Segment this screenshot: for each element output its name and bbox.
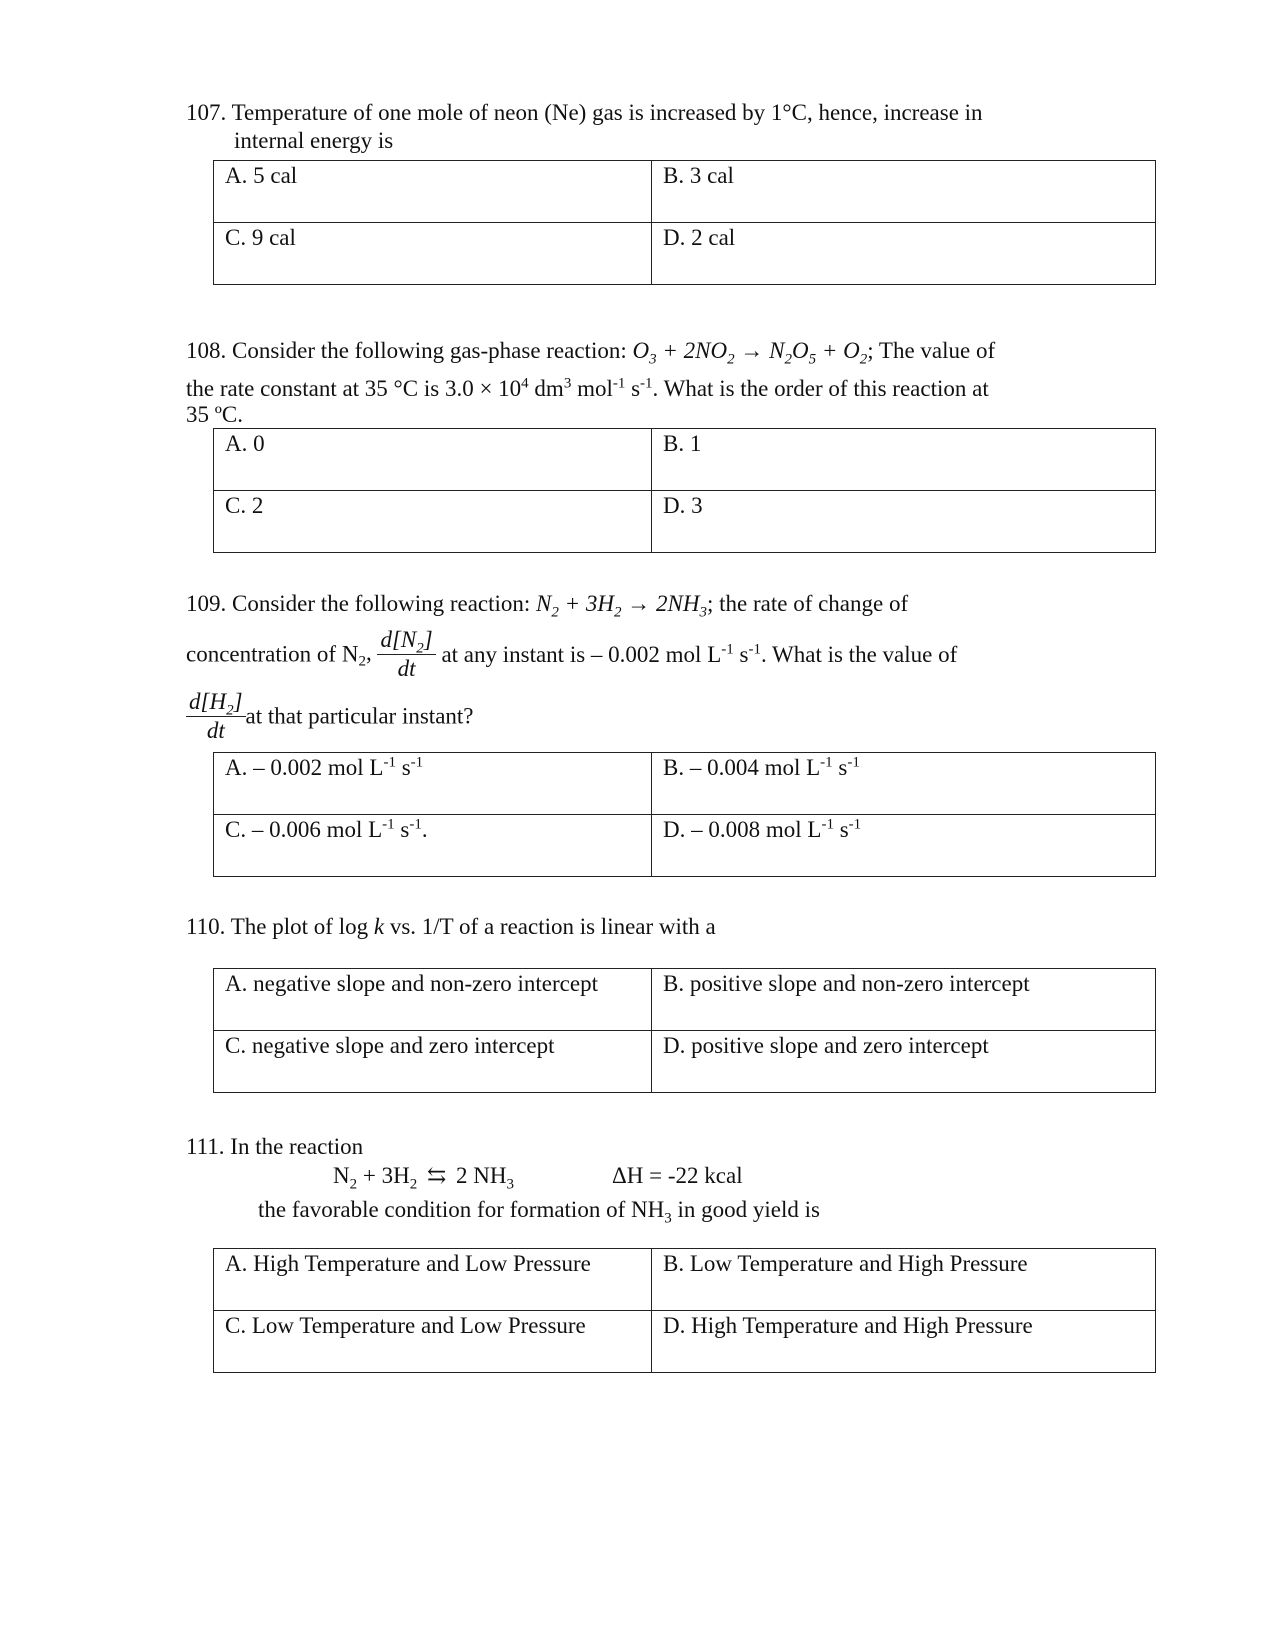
option-a[interactable]: A. High Temperature and Low Pressure xyxy=(214,1249,652,1311)
question-111-line1: 111. In the reaction xyxy=(186,1134,364,1159)
fraction-dh2-dt: $\frac{d[H_2]}{dt}$ xyxy=(186,688,246,745)
option-a[interactable]: A. 0 xyxy=(214,429,652,491)
option-b[interactable]: B. Low Temperature and High Pressure xyxy=(652,1249,1156,1311)
question-109-line1: 109. Consider the following reaction: $N_2 + 3H_2 \to 2NH_3$; the rate of change of xyxy=(186,591,909,621)
option-b[interactable]: B. positive slope and non-zero intercept xyxy=(652,969,1156,1031)
options-table-109 xyxy=(213,752,1156,877)
question-108-line1: 108. Consider the following gas-phase reaction: $O_3 + 2NO_2 \to N_2O_5 + O_2$; The value of xyxy=(186,338,996,368)
reaction-equation: $O_3 + 2NO_2 \to N_2O_5 + O_2$ xyxy=(632,338,868,368)
option-c[interactable]: C. 2 xyxy=(214,491,652,553)
option-b[interactable]: B. – 0.004 mol $L^{-1}$ $s^{-1}$ xyxy=(652,753,1156,815)
question-108-line2: the rate constant at 35 °C is $3.0 \times 10^4$ $dm^3$ mol$^{-1}$ $s^{-1}$. What is the order of this reaction at xyxy=(186,375,989,401)
options-table-108 xyxy=(213,428,1156,553)
option-c[interactable]: C. 9 cal xyxy=(214,223,652,285)
option-c[interactable]: C. Low Temperature and Low Pressure xyxy=(214,1311,652,1373)
equilibrium-equation: $N_2 + 3H_2$ ⇆ 2 $NH_3$ xyxy=(333,1163,514,1193)
reaction-equation: $N_2 + 3H_2 \to 2NH_3$ xyxy=(536,591,707,621)
enthalpy-change: ΔH = -22 kcal xyxy=(612,1163,743,1188)
option-a[interactable]: A. – 0.002 mol $L^{-1}$ $s^{-1}$ xyxy=(214,753,652,815)
question-107-line2: internal energy is xyxy=(234,128,394,153)
fraction-dn2-dt: $\frac{d[N_2]}{dt}$ xyxy=(377,626,435,683)
option-d[interactable]: D. positive slope and zero intercept xyxy=(652,1031,1156,1093)
option-c[interactable]: C. – 0.006 mol $L^{-1}$ $s^{-1}$. xyxy=(214,815,652,877)
option-a[interactable]: A. 5 cal xyxy=(214,161,652,223)
option-b[interactable]: B. 3 cal xyxy=(652,161,1156,223)
question-108-line3: 35 ºC. xyxy=(186,402,243,427)
option-d[interactable]: D. High Temperature and High Pressure xyxy=(652,1311,1156,1373)
equilibrium-arrow-icon: ⇆ xyxy=(426,1163,447,1188)
option-a[interactable]: A. negative slope and non-zero intercept xyxy=(214,969,652,1031)
option-d[interactable]: D. – 0.008 mol $L^{-1}$ $s^{-1}$ xyxy=(652,815,1156,877)
option-d[interactable]: D. 3 xyxy=(652,491,1156,553)
question-109-line3: $\frac{d[H_2]}{dt}$ at that particular instant? xyxy=(186,688,474,745)
options-table-107 xyxy=(213,160,1156,285)
option-c[interactable]: C. negative slope and zero intercept xyxy=(214,1031,652,1093)
question-110-line1: 110. The plot of log k vs. 1/T of a reaction is linear with a xyxy=(186,914,716,939)
question-109-line2: concentration of $N_2$, $\frac{d[N_2]}{dt}$ at any instant is – 0.002 mol $L^{-1}$ $s^{-1}$. What is the value of xyxy=(186,627,958,681)
question-107-line1: 107. Temperature of one mole of neon (Ne) gas is increased by 1°C, hence, increase in xyxy=(186,100,983,125)
option-d[interactable]: D. 2 cal xyxy=(652,223,1156,285)
options-table-111 xyxy=(213,1248,1156,1373)
option-b[interactable]: B. 1 xyxy=(652,429,1156,491)
options-table-110 xyxy=(213,968,1156,1093)
question-111-line3: the favorable condition for formation of $NH_3$ in good yield is xyxy=(258,1197,820,1227)
